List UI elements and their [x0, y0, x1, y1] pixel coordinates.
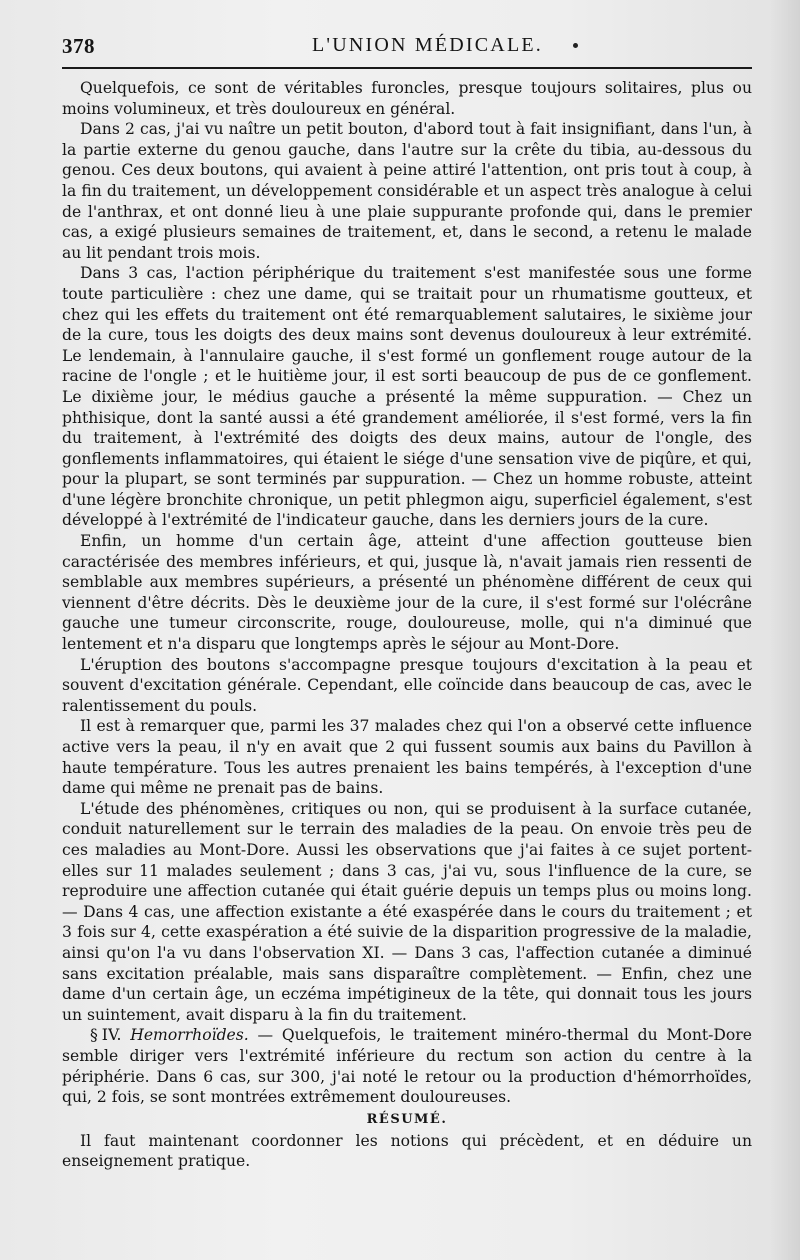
header-rule [62, 67, 752, 69]
paragraph-eruption: L'éruption des boutons s'accompagne presque toujours d'excitation à la peau et souvent d'excitation générale. Cependant, elle coïncide dans beaucoup de cas, avec le ralentissement du pouls. [62, 655, 752, 715]
resume-heading: RÉSUMÉ. [366, 1111, 448, 1127]
paragraph-two-cases: Dans 2 cas, j'ai vu naître un petit bouton, d'abord tout à fait insignifiant, dans l'un, à la partie externe du genou gauche, dans l'autre sur la crête du tibia, au-dessous du genou. Ces deux boutons, qui avaient à peine attiré l'attention, ont pris tout à coup, à la fin du traitement, un développement considérable et un aspect très analogue à celui de l'anthrax, et ont donné lieu à une plaie suppurante profonde qui, dans le premier cas, a exigé plusieurs semaines de traitement, et, dans le second, a retenu le malade au lit pendant trois mois. [62, 120, 752, 262]
paragraph-etude: L'étude des phénomènes, critiques ou non, qui se produisent à la surface cutanée, conduit naturellement sur le terrain des maladies de la peau. On envoie très peu de ces maladies au Mont-Dore. Aussi les observations que j'ai faites à ce sujet portent-elles sur 11 malades seulement ; dans 3 cas, j'ai vu, sous l'influence de la cure, se reproduire une affection cutanée qui était guérie depuis un temps plus ou moins long. — Dans 4 cas, une affection existante a été exaspérée dans le cours du traitement ; et 3 fois sur 4, cette exaspération a été suivie de la disparition progressive de la maladie, ainsi qu'on l'a vu dans l'observation XI. — Dans 3 cas, l'affection cutanée a diminué sans excitation préalable, mais sans disparaître complètement. — Enfin, chez une dame d'un certain âge, un eczéma impétigineux de la tête, qui donnait tous les jours un suintement, avait disparu à la fin du traitement. [62, 799, 752, 1024]
section-iv-label: IV. [101, 1026, 122, 1045]
paragraph-furoncles: Quelquefois, ce sont de véritables furoncles, presque toujours solitaires, plus ou moins volumineux, et très douloureux en général. [62, 79, 752, 118]
paragraph-resume: Il faut maintenant coordonner les notions qui précèdent, et en déduire un enseignement pratique. [62, 1131, 752, 1171]
page-number: 378 [62, 34, 95, 58]
header-ornament-dot [573, 43, 578, 48]
paragraph-remarquer: Il est à remarquer que, parmi les 37 malades chez qui l'on a observé cette influence active vers la peau, il n'y en avait que 2 qui fussent soumis aux bains du Pavillon à haute température. Tous les autres prenaient les bains tempérés, à l'exception d'une dame qui même ne prenait pas de bains. [62, 717, 752, 798]
section-iv-text: — Quelquefois, le traitement minéro-thermal du Mont-Dore semble diriger vers l'extrémité inférieure du rectum son action du centre à la périphérie. Dans 6 cas, sur 300, j'ai noté le retour ou la production d'hémorrhoïdes, qui, 2 fois, se sont montrées extrêmement douloureuses. [62, 1026, 752, 1107]
paragraph-three-cases: Dans 3 cas, l'action périphérique du traitement s'est manifestée sous une forme toute particulière : chez une dame, qui se traitait pour un rhumatisme goutteux, et chez qui les effets du traitement ont été remarquablement salutaires, le sixième jour de la cure, tous les doigts des deux mains sont devenus douloureux à leur extrémité. Le lendemain, à l'annulaire gauche, il s'est formé un gonflement rouge autour de la racine de l'ongle ; et le huitième jour, il est sorti beaucoup de pus de ce gonflement. Le dixième jour, le médius gauche a présenté la même suppuration. — Chez un phthisique, dont la santé aussi a été grandement améliorée, il s'est formé, vers la fin du traitement, à l'extrémité des doigts des deux mains, autour de l'ongle, des gonflements inflammatoires, qui étaient le siége d'une sensation vive de piqûre, et qui, pour la plupart, se sont terminés par suppuration. — Chez un homme robuste, atteint d'une légère bronchite chronique, un petit phlegmon aigu, superficiel également, s'est développé à l'extrémité de l'indicateur gauche, dans les derniers jours de la cure. [62, 264, 752, 530]
running-title: L'UNION MÉDICALE. [312, 34, 543, 56]
section-iv-title: Hemorrhoïdes. [130, 1026, 249, 1045]
section-iv-paragraph [62, 1025, 752, 1107]
body-text [62, 78, 752, 1172]
section-mark: § [90, 1026, 98, 1045]
page-header [62, 32, 752, 60]
paragraph-enfin: Enfin, un homme d'un certain âge, atteint d'une affection goutteuse bien caractérisée des membres inférieurs, et qui, jusque là, n'avait jamais rien ressenti de semblable aux membres supérieurs, a présenté un phénomène différent de ceux qui viennent d'être décrits. Dès le deuxième jour de la cure, il s'est formé sur l'olécrâne gauche une tumeur circonscrite, rouge, douloureuse, molle, qui n'a diminué que lentement et n'a disparu que longtemps après le séjour au Mont-Dore. [62, 532, 752, 654]
